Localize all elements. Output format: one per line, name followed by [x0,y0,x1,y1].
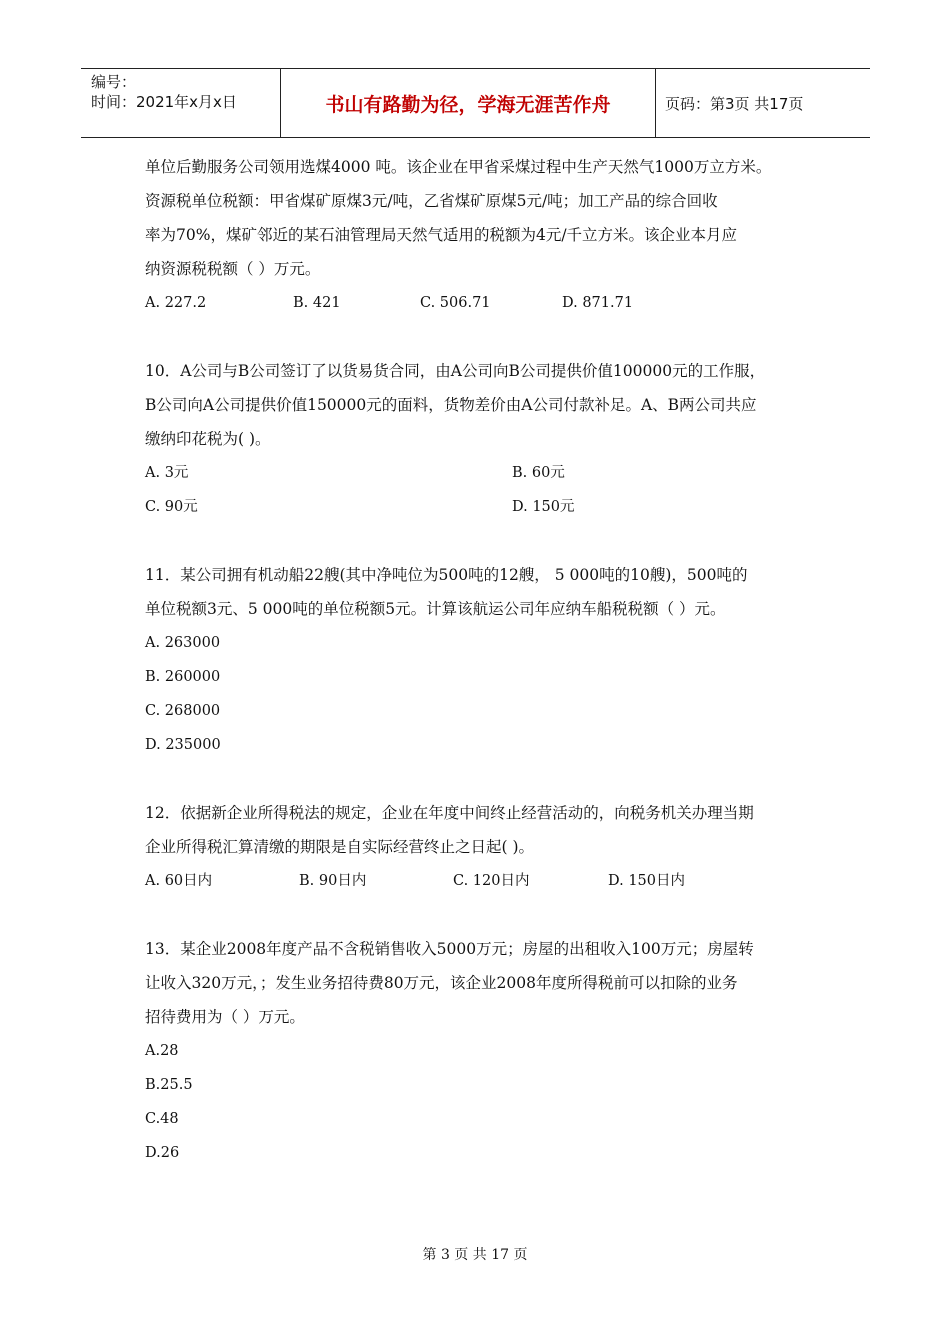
option-d: D.26 [145,1145,180,1161]
question-text-line: B公司向A公司提供价值150000元的面料，货物差价由A公司付款补足。A、B两公司共应 [145,396,757,414]
option-d: D. 235000 [145,737,221,753]
page-header [81,68,870,138]
option-c: C.48 [145,1111,179,1127]
option-d: D. 871.71 [562,295,634,311]
document-body [145,150,815,1170]
question-text-line: 单位税额3元、5 000吨的单位税额5元。计算该航运公司年应纳车船税税额（ ）元。 [145,600,726,618]
option-b: B. 60元 [512,465,565,481]
page-footer: 第 3 页 共 17 页 [422,1247,528,1263]
question-10 [145,354,815,524]
question-text-line: 12．依据新企业所得税法的规定，企业在年度中间终止经营活动的，向税务机关办理当期 [145,804,754,822]
option-c: C. 90元 [145,499,198,515]
question-11 [145,558,815,762]
question-12 [145,796,815,898]
question-text-line: 缴纳印花税为( )。 [145,430,271,448]
option-b: B. 421 [293,295,341,311]
question-text-line: 单位后勤服务公司领用选煤4000 吨。该企业在甲省采煤过程中生产天然气1000万立方米。 [145,158,772,176]
option-c: C. 268000 [145,703,221,719]
option-a: A. 3元 [145,465,189,481]
option-a: A. 227.2 [145,295,207,311]
option-a: A. 60日内 [145,873,213,889]
question-text-line: 率为70%，煤矿邻近的某石油管理局天然气适用的税额为4元/千立方米。该企业本月应 [145,226,738,244]
option-b: B. 260000 [145,669,221,685]
question-text-line: 11．某公司拥有机动船22艘(其中净吨位为500吨的12艘， 5 000吨的10艘)，500吨的 [145,566,748,584]
header-motto: 书山有路勤为径，学海无涯苦作舟 [325,93,611,116]
option-a: A. 263000 [145,635,221,651]
question-text-line: 纳资源税税额（ ）万元。 [145,260,321,278]
question-text-line: 资源税单位税额：甲省煤矿原煤3元/吨，乙省煤矿原煤5元/吨；加工产品的综合回收 [145,192,718,210]
option-b: B.25.5 [145,1077,193,1093]
header-divider [655,69,656,137]
header-meta [91,72,237,112]
option-a: A.28 [145,1043,179,1059]
answer-options [145,286,815,320]
option-b: B. 90日内 [299,873,367,889]
answer-options [145,490,815,524]
question-text-line: 企业所得税汇算清缴的期限是自实际经营终止之日起( )。 [145,838,535,856]
option-d: D. 150元 [512,499,575,515]
question-9 [145,150,815,320]
question-text-line: 招待费用为（ ）万元。 [145,1008,305,1026]
question-13 [145,932,815,1170]
option-c: C. 120日内 [453,873,530,889]
header-page-info: 页码：第3页 共17页 [665,94,804,113]
option-c: C. 506.71 [420,295,491,311]
answer-options [145,864,815,898]
document-time: 时间：2021年x月x日 [91,93,237,111]
document-number-label: 编号： [91,73,137,91]
question-text-line: 让收入320万元，；发生业务招待费80万元，该企业2008年度所得税前可以扣除的业务 [145,974,738,992]
option-d: D. 150日内 [608,873,686,889]
question-text-line: 13．某企业2008年度产品不含税销售收入5000万元；房屋的出租收入100万元；房屋转 [145,940,754,958]
answer-options [145,456,815,490]
question-text-line: 10．A公司与B公司签订了以货易货合同，由A公司向B公司提供价值100000元的工作服， [145,362,766,380]
